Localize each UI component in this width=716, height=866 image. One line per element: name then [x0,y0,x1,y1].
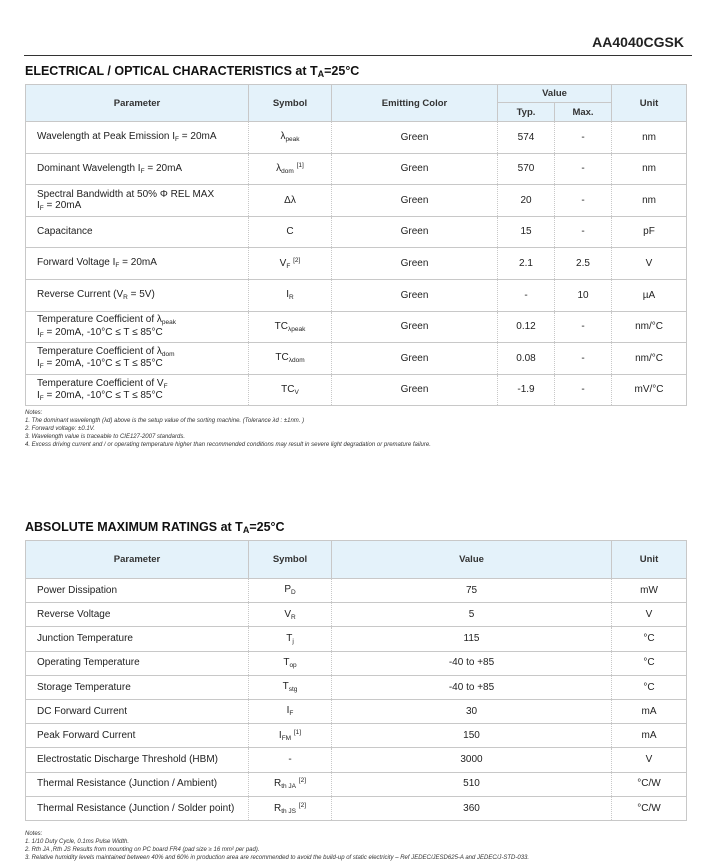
electrical-title-suffix: =25°C [324,64,360,78]
parameter-cell: Temperature Coefficient of $V_F$ $I_F = 20mA$, -10°C ≤ T ≤ 85°C [26,374,249,406]
unit-cell: µA [612,279,687,311]
header-typ: Typ. [498,103,555,122]
parameter-cell: Thermal Resistance (Junction / Solder point) [26,796,249,820]
max-value-cell: 10 [555,279,612,311]
value-cell: 5 [332,603,612,627]
symbol-cell: $T_{op}$ [249,651,332,675]
unit-cell: nm [612,122,687,154]
parameter-cell: Forward Voltage $I_F = 20mA$ [26,248,249,280]
typ-value-cell: 574 [498,122,555,154]
table-row [26,122,687,154]
unit-cell: mA [612,699,687,723]
unit-cell: V [612,248,687,280]
symbol-cell: $V_F$ [2] [249,248,332,280]
table-row [26,153,687,185]
unit-cell: °C [612,627,687,651]
electrical-section-title [25,64,359,79]
electrical-notes [25,409,431,449]
table-row [26,724,687,748]
symbol-cell: $TC_V$ [249,374,332,406]
emitting-color-cell: Green [332,153,498,185]
absolute-ratings-table [25,540,687,821]
parameter-cell: Temperature Coefficient of $\lambda_{peak}$ $I_F = 20mA$, -10°C ≤ T ≤ 85°C [26,311,249,343]
typ-value-cell: 2.1 [498,248,555,280]
max-value-cell: - [555,311,612,343]
max-value-cell: - [555,374,612,406]
unit-cell: nm/°C [612,311,687,343]
electrical-title-prefix: ELECTRICAL / OPTICAL CHARACTERISTICS at T [25,64,318,78]
emitting-color-cell: Green [332,185,498,217]
header-emitting-color: Emitting Color [332,85,498,122]
symbol-cell: $I_R$ [249,279,332,311]
electrical-table-body [26,122,687,406]
header-symbol: Symbol [249,85,332,122]
unit-cell: mV/°C [612,374,687,406]
table-row [26,343,687,375]
table-row [26,248,687,280]
absolute-title-sub: A [242,525,250,535]
electrical-characteristics-table [25,84,687,406]
header-value: Value [332,541,612,579]
typ-value-cell: 570 [498,153,555,185]
header-unit: Unit [612,85,687,122]
max-value-cell: - [555,122,612,154]
parameter-cell: Storage Temperature [26,675,249,699]
absolute-note: 2. Rth JA ,Rth JS Results from mounting on PC board FR4 (pad size ≥ 16 mm² per pad). [25,847,260,853]
max-value-cell: - [555,185,612,217]
part-number: AA4040CGSK [592,34,684,50]
parameter-cell: Peak Forward Current [26,724,249,748]
table-row [26,699,687,723]
symbol-cell: $TC_{\lambda dom}$ [249,343,332,375]
value-cell: 115 [332,627,612,651]
electrical-title-sub: A [317,69,325,79]
unit-cell: °C [612,675,687,699]
unit-cell: nm [612,153,687,185]
value-cell: 75 [332,579,612,603]
parameter-cell: Operating Temperature [26,651,249,675]
table-row [26,279,687,311]
emitting-color-cell: Green [332,248,498,280]
table-row [26,748,687,772]
value-cell: 150 [332,724,612,748]
unit-cell: mA [612,724,687,748]
emitting-color-cell: Green [332,122,498,154]
value-cell: 30 [332,699,612,723]
symbol-cell: $P_D$ [249,579,332,603]
symbol-cell: $I_F$ [249,699,332,723]
table-row [26,185,687,217]
unit-cell: nm [612,185,687,217]
parameter-cell: Power Dissipation [26,579,249,603]
symbol-cell: C [249,216,332,248]
symbol-cell: - [249,748,332,772]
unit-cell: °C/W [612,772,687,796]
table-row [26,796,687,820]
value-cell: -40 to +85 [332,651,612,675]
value-cell: 3000 [332,748,612,772]
symbol-cell: $T_j$ [249,627,332,651]
parameter-cell: DC Forward Current [26,699,249,723]
absolute-notes [25,830,529,862]
absolute-title-suffix: =25°C [249,520,285,534]
table-row [26,374,687,406]
value-cell: -40 to +85 [332,675,612,699]
typ-value-cell: 0.12 [498,311,555,343]
absolute-note: 3. Relative humidity levels maintained between 40% and 60% in production area are recommended to avoid the build-up of static electricity – Ref JEDEC/JESD625-A and JEDEC/J-STD-033. [25,855,530,861]
symbol-cell: $R_{th JS}$ [2] [249,796,332,820]
parameter-cell: Temperature Coefficient of $\lambda_{dom}$ $I_F = 20mA$, -10°C ≤ T ≤ 85°C [26,343,249,375]
emitting-color-cell: Green [332,311,498,343]
symbol-cell: $V_R$ [249,603,332,627]
absolute-note: 1. 1/10 Duty Cycle, 0.1ms Pulse Width. [25,839,129,845]
table-row [26,216,687,248]
table-row [26,651,687,675]
table-row [26,311,687,343]
unit-cell: V [612,603,687,627]
typ-value-cell: 15 [498,216,555,248]
symbol-cell: $I_{FM}$ [1] [249,724,332,748]
symbol-cell: $TC_{\lambda peak}$ [249,311,332,343]
parameter-cell: Spectral Bandwidth at 50% Φ REL MAX $I_F = 20mA$ [26,185,249,217]
symbol-cell: $\lambda_{peak}$ [249,122,332,154]
emitting-color-cell: Green [332,216,498,248]
header-parameter: Parameter [26,541,249,579]
parameter-cell: Electrostatic Discharge Threshold (HBM) [26,748,249,772]
header-rule [24,55,692,56]
parameter-cell: Capacitance [26,216,249,248]
header-symbol: Symbol [249,541,332,579]
parameter-cell: Thermal Resistance (Junction / Ambient) [26,772,249,796]
header-parameter: Parameter [26,85,249,122]
absolute-section-title [25,520,285,535]
absolute-notes-title: Notes: [25,831,43,837]
table-row [26,627,687,651]
table-row [26,603,687,627]
typ-value-cell: - [498,279,555,311]
max-value-cell: - [555,343,612,375]
symbol-cell: $T_{stg}$ [249,675,332,699]
electrical-note: 2. Forward voltage: ±0.1V. [25,426,95,432]
electrical-note: 4. Excess driving current and / or operating temperature higher than recommended conditions may result in severe light degradation or premature failure. [25,442,431,448]
unit-cell: pF [612,216,687,248]
header-max: Max. [555,103,612,122]
parameter-cell: Dominant Wavelength $I_F = 20mA$ [26,153,249,185]
unit-cell: V [612,748,687,772]
symbol-cell: $\lambda_{dom}$ [1] [249,153,332,185]
unit-cell: °C/W [612,796,687,820]
electrical-note: 1. The dominant wavelength (λd) above is the setup value of the sorting machine. (Tolerance λd : ±1nm. ) [25,418,305,424]
parameter-cell: Reverse Voltage [26,603,249,627]
header-unit: Unit [612,541,687,579]
header-value: Value [498,85,612,103]
typ-value-cell: -1.9 [498,374,555,406]
absolute-table-body [26,579,687,821]
electrical-note: 3. Wavelength value is traceable to CIE127-2007 standards. [25,434,185,440]
unit-cell: °C [612,651,687,675]
table-row [26,579,687,603]
emitting-color-cell: Green [332,343,498,375]
max-value-cell: 2.5 [555,248,612,280]
emitting-color-cell: Green [332,279,498,311]
parameter-cell: Reverse Current $(V_R = 5V)$ [26,279,249,311]
max-value-cell: - [555,153,612,185]
emitting-color-cell: Green [332,374,498,406]
symbol-cell: Δλ [249,185,332,217]
typ-value-cell: 0.08 [498,343,555,375]
table-row [26,772,687,796]
unit-cell: nm/°C [612,343,687,375]
typ-value-cell: 20 [498,185,555,217]
unit-cell: mW [612,579,687,603]
symbol-cell: $R_{th JA}$ [2] [249,772,332,796]
max-value-cell: - [555,216,612,248]
table-row [26,675,687,699]
value-cell: 510 [332,772,612,796]
parameter-cell: Junction Temperature [26,627,249,651]
electrical-notes-title: Notes: [25,410,43,416]
absolute-title-prefix: ABSOLUTE MAXIMUM RATINGS at T [25,520,243,534]
value-cell: 360 [332,796,612,820]
parameter-cell: Wavelength at Peak Emission $I_F = 20mA$ [26,122,249,154]
